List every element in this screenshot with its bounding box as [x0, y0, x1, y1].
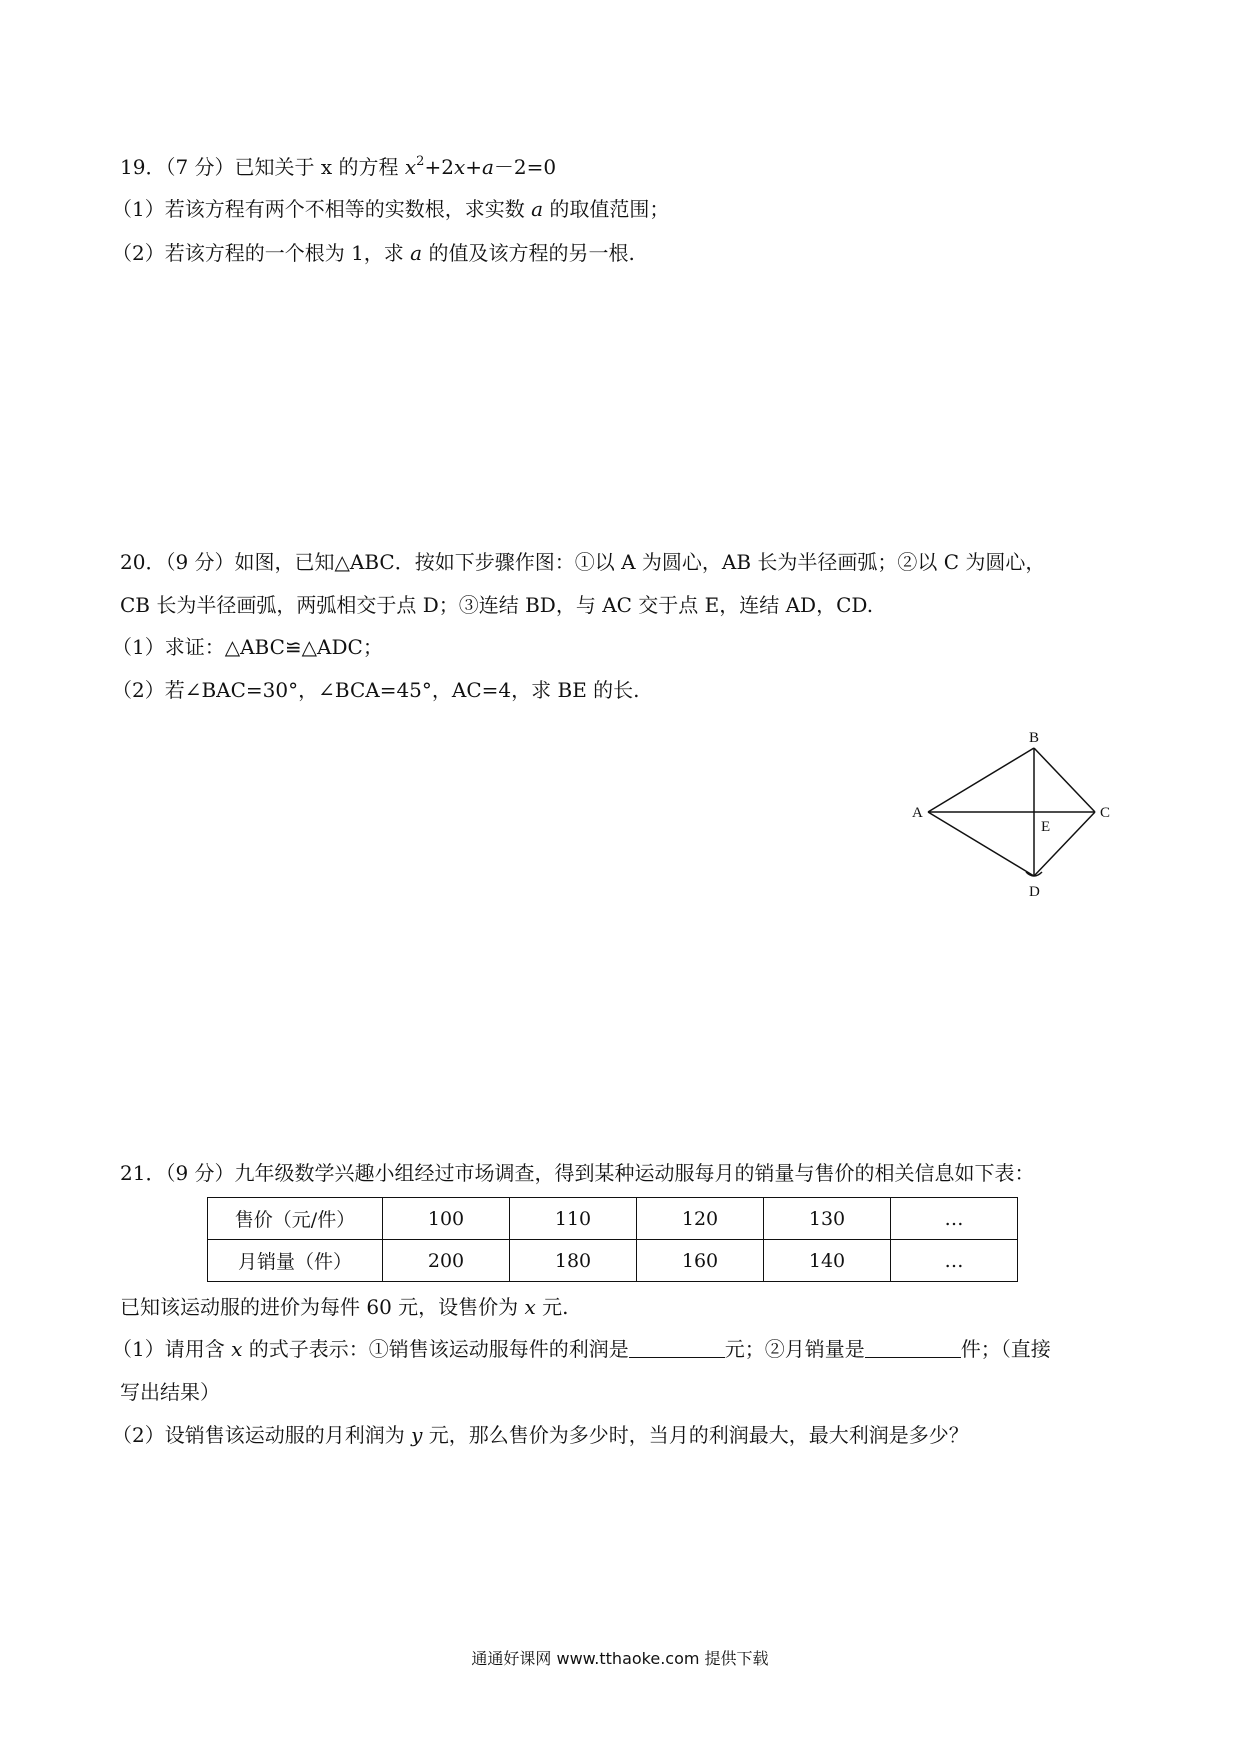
q21-given-a: 已知该运动服的进价为每件 60 元，设售价为: [120, 1295, 525, 1319]
label-e: E: [1041, 819, 1051, 835]
segment-da: [928, 812, 1034, 876]
q19-part2-a: （2）若该方程的一个根为 1，求: [112, 241, 411, 265]
geometry-figure: [900, 726, 1130, 906]
answer-blank-sales[interactable]: [865, 1339, 961, 1358]
q21-part1-var: x: [231, 1337, 243, 1361]
eq-mid: +2: [424, 155, 454, 179]
table-cell: 140: [764, 1240, 891, 1282]
q19-part1: [112, 195, 669, 223]
eq-a: a: [481, 155, 494, 179]
table-cell: 180: [510, 1240, 637, 1282]
q20-line2: CB 长为半径画弧，两弧相交于点 D；③连结 BD，与 AC 交于点 E，连结 AD，CD.: [120, 593, 874, 617]
q21-part2-var: y: [411, 1423, 423, 1447]
q21-intro: 21．（9 分）九年级数学兴趣小组经过市场调查，得到某种运动服每月的销量与售价的相关信息如下表：: [120, 1161, 1035, 1185]
segment-ab: [928, 748, 1034, 812]
table-cell: …: [891, 1240, 1018, 1282]
label-c: C: [1100, 805, 1111, 821]
q21-given: [120, 1293, 569, 1321]
table-row: [208, 1198, 1018, 1240]
q21-part2-a: （2）设销售该运动服的月利润为: [112, 1423, 412, 1447]
q20-part1: （1）求证：△ABC≌△ADC；: [112, 635, 383, 659]
q19-part2-b: 的值及该方程的另一根.: [422, 241, 635, 265]
label-b: B: [1029, 730, 1040, 746]
page-footer: 通通好课网 www.tthaoke.com 提供下载: [471, 1649, 769, 1668]
q19-intro: 19．（7 分）已知关于 x 的方程: [120, 155, 405, 179]
table-cell: 120: [637, 1198, 764, 1240]
q21-part1-d: 件；（直接: [960, 1337, 1051, 1361]
q21-part2: [112, 1421, 969, 1449]
table-header-price: 售价（元/件）: [208, 1198, 383, 1240]
sales-table: [207, 1197, 1018, 1282]
table-cell: 130: [764, 1198, 891, 1240]
answer-blank-profit[interactable]: [629, 1339, 725, 1358]
q21-part1-c: 元；②月销量是: [724, 1337, 865, 1361]
q20-part2: （2）若∠BAC=30°，∠BCA=45°，AC=4，求 BE 的长.: [112, 678, 640, 702]
table-cell: 200: [383, 1240, 510, 1282]
q19-part2: [112, 239, 635, 267]
eq-exponent: 2: [416, 154, 425, 169]
q21-given-var: x: [524, 1295, 536, 1319]
label-a: A: [912, 805, 923, 821]
q21-part1: [112, 1335, 1051, 1363]
table-cell: 110: [510, 1198, 637, 1240]
label-d: D: [1029, 884, 1040, 900]
q20-line1: 20．（9 分）如图，已知△ABC．按如下步骤作图：①以 A 为圆心，AB 长为半径画弧；②以 C 为圆心，: [120, 550, 1046, 574]
table-cell: 100: [383, 1198, 510, 1240]
eq-x2: x: [453, 155, 466, 179]
q19-part1-b: 的取值范围；: [543, 197, 670, 221]
q19-part1-var: a: [531, 197, 544, 221]
eq-plus: +: [465, 155, 482, 179]
q19-title: [120, 153, 556, 181]
eq-x: x: [404, 155, 417, 179]
q19-part1-a: （1）若该方程有两个不相等的实数根，求实数: [112, 197, 532, 221]
segment-bc: [1034, 748, 1095, 812]
q21-part1-line2: 写出结果）: [120, 1380, 220, 1404]
table-cell: 160: [637, 1240, 764, 1282]
table-row: [208, 1240, 1018, 1282]
q21-given-b: 元.: [535, 1295, 569, 1319]
q21-part2-b: 元，那么售价为多少时，当月的利润最大，最大利润是多少？: [422, 1423, 969, 1447]
q21-part1-b: 的式子表示：①销售该运动服每件的利润是: [242, 1337, 629, 1361]
q19-part2-var: a: [410, 241, 423, 265]
table-cell: …: [891, 1198, 1018, 1240]
q21-part1-a: （1）请用含: [112, 1337, 232, 1361]
table-header-sales: 月销量（件）: [208, 1240, 383, 1282]
eq-tail: －2=0: [493, 155, 557, 179]
